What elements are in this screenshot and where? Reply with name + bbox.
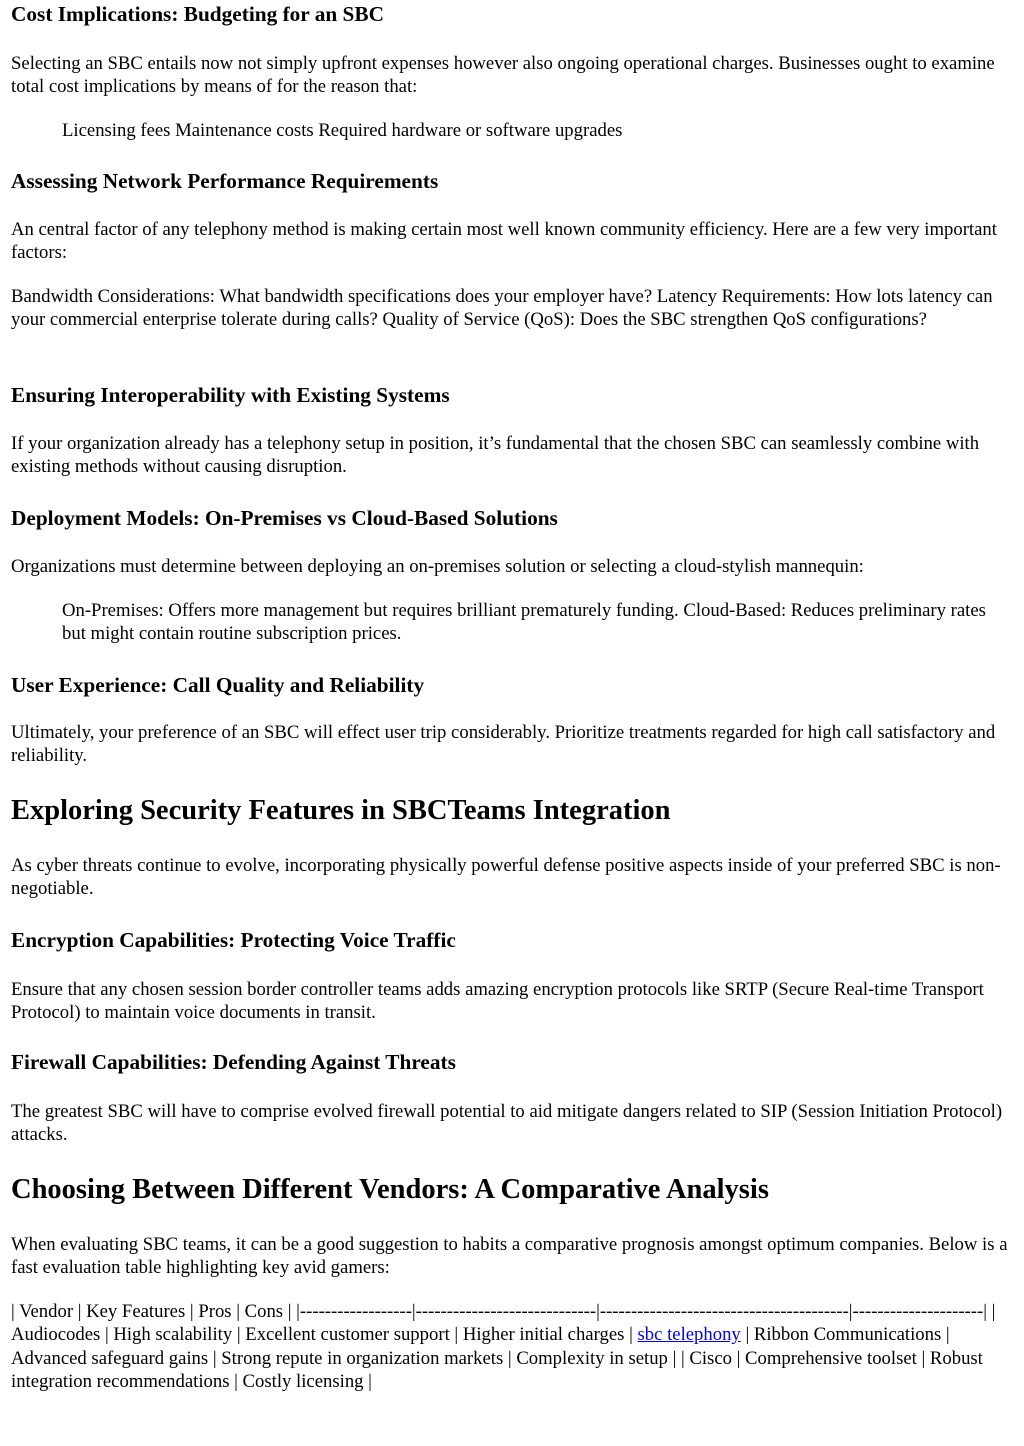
ux-body: Ultimately, your preference of an SBC will effect user trip considerably. Prioritize treatments regarded for high call satisfactory and reliability. <box>11 722 996 767</box>
security-body: As cyber threats continue to evolve, incorporating physically powerful defense positive aspects inside of your preferred SBC is non-negotiable. <box>11 855 1001 900</box>
cost-intro: Selecting an SBC entails now not simply upfront expenses however also ongoing operational charges. Businesses ought to examine total cost implications by means of for the reason that: <box>11 53 995 98</box>
cost-heading: Cost Implications: Budgeting for an SBC <box>11 2 384 26</box>
network-factors: Bandwidth Considerations: What bandwidth specifications does your employer have? Latency Requirements: How lots latency can your commercial enterprise tolerate during calls? Quality of Service (QoS): Does the SBC strengthen QoS configurations? <box>11 286 993 331</box>
cost-list: Licensing fees Maintenance costs Required hardware or software upgrades <box>62 120 623 141</box>
vendors-heading: Choosing Between Different Vendors: A Comparative Analysis <box>11 1174 769 1205</box>
table-text-after-link: | Ribbon Communications | Advanced safeguard gains | Strong repute in organization markets | Complexity in setup | | Cisco | Comprehensive toolset | Robust integration recommendations | Costly licensing | <box>11 1324 983 1392</box>
interop-body: If your organization already has a telephony setup in position, it’s fundamental that the chosen SBC can seamlessly combine with existing methods without causing disruption. <box>11 433 980 478</box>
firewall-heading: Firewall Capabilities: Defending Against Threats <box>11 1050 456 1074</box>
firewall-body: The greatest SBC will have to comprise evolved firewall potential to aid mitigate dangers related to SIP (Session Initiation Protocol) attacks. <box>11 1101 1003 1146</box>
interop-heading: Ensuring Interoperability with Existing Systems <box>11 383 450 407</box>
network-intro: An central factor of any telephony method is making certain most well known community efficiency. Here are a few very important factors: <box>11 219 997 264</box>
network-heading: Assessing Network Performance Requirements <box>11 169 439 193</box>
vendors-intro: When evaluating SBC teams, it can be a good suggestion to habits a comparative prognosis amongst optimum companies. Below is a fast evaluation table highlighting key avid gamers: <box>11 1234 1008 1279</box>
deployment-list: On-Premises: Offers more management but requires brilliant prematurely funding. Cloud-Based: Reduces preliminary rates but might contain routine subscription prices. <box>62 600 986 645</box>
encryption-heading: Encryption Capabilities: Protecting Voice Traffic <box>11 928 456 952</box>
table-text-before-link: | Vendor | Key Features | Pros | Cons | |------------------|-----------------------------|----------------------------------------|---------------------| | Audiocodes | High scalability | Excellent customer support | Higher initial charges | <box>11 1301 996 1346</box>
security-heading: Exploring Security Features in SBCTeams Integration <box>11 795 671 826</box>
encryption-body: Ensure that any chosen session border controller teams adds amazing encryption protocols like SRTP (Secure Real-time Transport Protocol) to maintain voice documents in transit. <box>11 979 984 1024</box>
vendor-comparison-table-text <box>11 1300 1019 1393</box>
deployment-heading: Deployment Models: On-Premises vs Cloud-Based Solutions <box>11 506 558 530</box>
deployment-intro: Organizations must determine between deploying an on-premises solution or selecting a cloud-stylish mannequin: <box>11 556 864 577</box>
ux-heading: User Experience: Call Quality and Reliability <box>11 673 425 697</box>
sbc-telephony-link[interactable]: sbc telephony <box>637 1324 741 1346</box>
